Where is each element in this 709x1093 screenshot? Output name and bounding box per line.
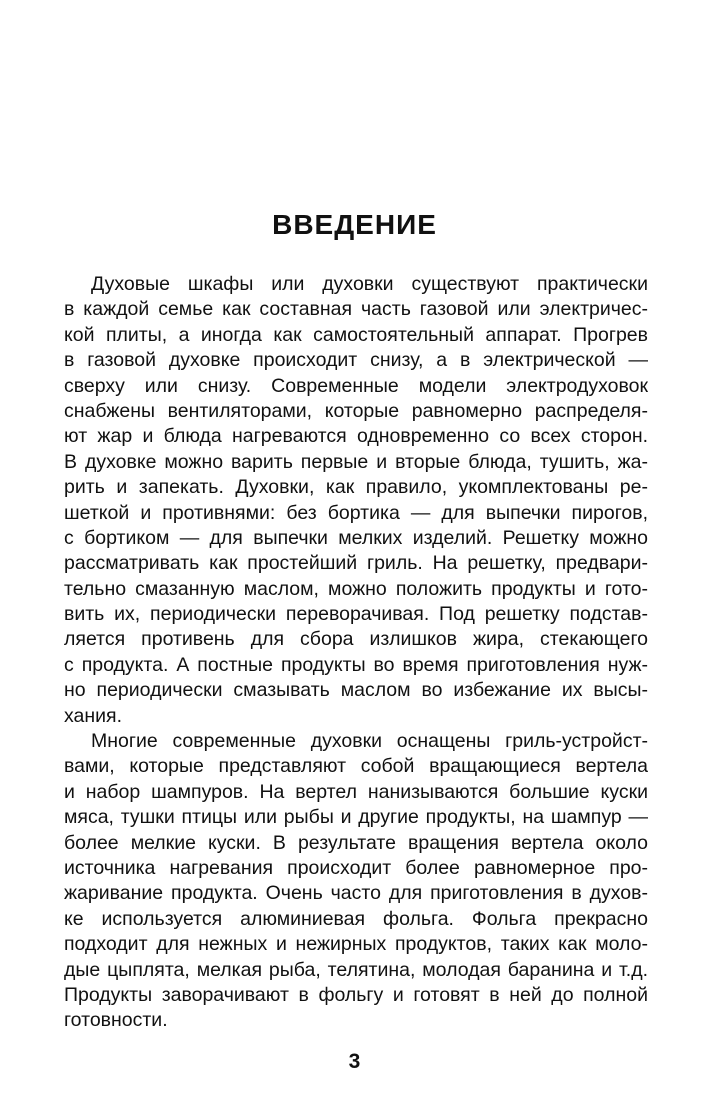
text-line: вами, которые представляют собой вращающиеся вертела xyxy=(64,755,648,778)
text-line: рассматривать как простейший гриль. На решетку, предвари- xyxy=(64,552,648,575)
paragraph xyxy=(64,272,648,729)
text-line: с продукта. А постные продукты во время приготовления нуж- xyxy=(64,653,648,676)
text-line: Многие современные духовки оснащены гриль-устройст- xyxy=(91,730,648,753)
text-line: мяса, тушки птицы или рыбы и другие продукты, на шампур — xyxy=(64,806,648,829)
text-line: подходит для нежных и нежирных продуктов, таких как моло- xyxy=(64,933,648,956)
text-line: в каждой семье как составная часть газовой или электричес- xyxy=(64,298,648,321)
text-line: хания. xyxy=(64,704,123,727)
text-line: ке используется алюминиевая фольга. Фольга прекрасно xyxy=(64,907,648,930)
text-line: с бортиком — для выпечки мелких изделий. Решетку можно xyxy=(64,526,648,549)
text-line: шеткой и противнями: без бортика — для выпечки пирогов, xyxy=(64,501,648,524)
text-line: рить и запекать. Духовки, как правило, укомплектованы ре- xyxy=(64,476,648,499)
paragraph xyxy=(64,729,648,1034)
text-line: но периодически смазывать маслом во избежание их высы- xyxy=(64,679,648,702)
text-line: ют жар и блюда нагреваются одновременно со всех сторон. xyxy=(64,425,648,448)
text-line: сверху или снизу. Современные модели электродуховок xyxy=(64,374,648,397)
text-line: тельно смазанную маслом, можно положить продукты и гото- xyxy=(64,577,648,600)
text-line: вить их, периодически переворачивая. Под решетку подстав- xyxy=(64,603,648,626)
text-line: готовности. xyxy=(64,1009,168,1032)
chapter-title: ВВЕДЕНИЕ xyxy=(272,209,437,240)
text-line: кой плиты, а иногда как самостоятельный аппарат. Прогрев xyxy=(64,323,648,346)
text-line: жаривание продукта. Очень часто для приготовления в духов- xyxy=(64,882,648,905)
text-line: ляется противень для сбора излишков жира, стекающего xyxy=(64,628,648,651)
text-line: Духовые шкафы или духовки существуют практически xyxy=(91,273,648,295)
body-text xyxy=(64,272,648,1034)
text-line: более мелкие куски. В результате вращения вертела около xyxy=(64,831,648,854)
text-line: снабжены вентиляторами, которые равномерно распределя- xyxy=(64,399,648,422)
text-line: и набор шампуров. На вертел нанизываются большие куски xyxy=(64,780,648,803)
text-line: дые цыплята, мелкая рыба, телятина, молодая баранина и т.д. xyxy=(64,958,648,981)
text-line: В духовке можно варить первые и вторые блюда, тушить, жа- xyxy=(64,450,648,473)
text-line: Продукты заворачивают в фольгу и готовят в ней до полной xyxy=(64,983,648,1006)
text-line: источника нагревания происходит более равномерное про- xyxy=(64,856,648,879)
text-line: в газовой духовке происходит снизу, а в электрической — xyxy=(64,349,648,372)
page-number: 3 xyxy=(348,1050,361,1073)
